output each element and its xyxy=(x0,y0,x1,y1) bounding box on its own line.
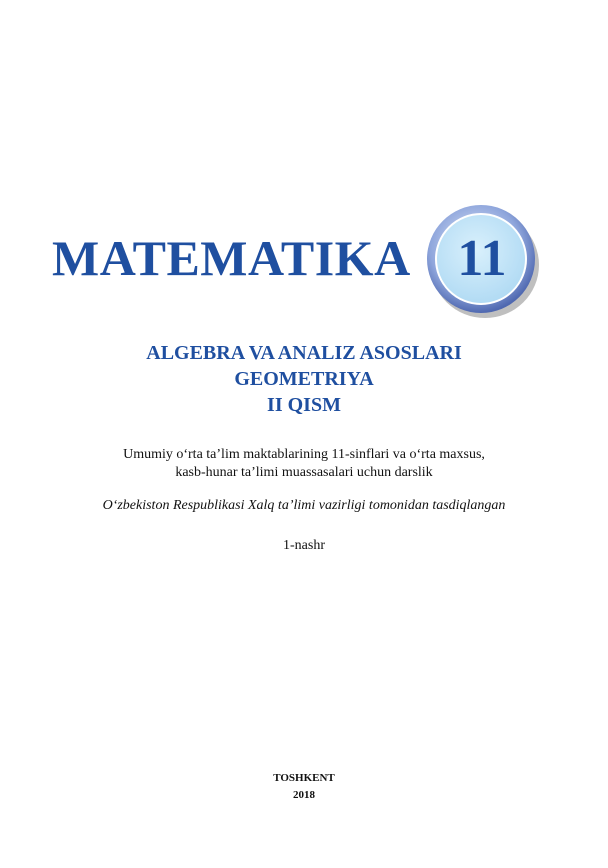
part-label: II QISM xyxy=(267,394,341,416)
grade-badge xyxy=(424,203,540,319)
book-title: MATEMATIKA xyxy=(52,230,411,286)
publication-year: 2018 xyxy=(293,789,315,801)
grade-number: 11 xyxy=(457,229,507,287)
edition-label: 1-nashr xyxy=(283,538,325,553)
subject-line-2: GEOMETRIYA xyxy=(234,368,374,390)
subject-line-1: ALGEBRA VA ANALIZ ASOSLARI xyxy=(146,342,462,364)
publication-city: TOSHKENT xyxy=(273,772,335,784)
approval-note: O‘zbekiston Respublikasi Xalq ta’limi vazirligi tomonidan tasdiqlangan xyxy=(102,498,506,513)
description-line-1: Umumiy o‘rta ta’lim maktablarining 11-sinflari va o‘rta maxsus, xyxy=(123,447,485,462)
description-line-2: kasb-hunar ta’limi muassasalari uchun darslik xyxy=(175,465,433,480)
